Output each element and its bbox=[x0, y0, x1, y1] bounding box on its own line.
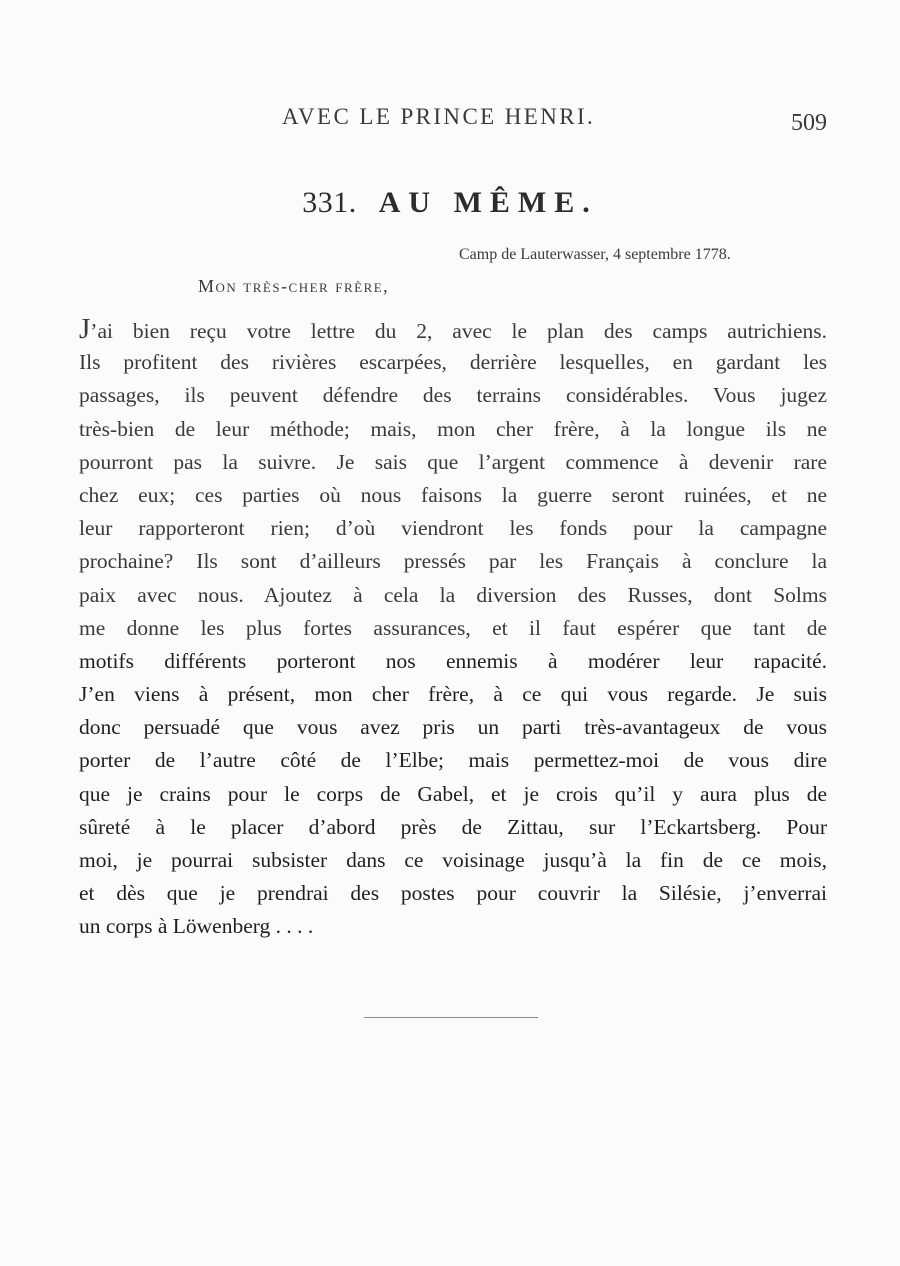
body-line: passages, ils peuvent défendre des terrains considérables. Vous jugez bbox=[79, 383, 827, 408]
body-line: leur rapporteront rien; d’où viendront les fonds pour la campagne bbox=[79, 516, 827, 541]
letter-body bbox=[79, 313, 827, 944]
body-line: pourront pas la suivre. Je sais que l’argent commence à devenir rare bbox=[79, 449, 827, 474]
letter-dateline: Camp de Lauterwasser, 4 septembre 1778. bbox=[459, 246, 731, 263]
body-line: que je crains pour le corps de Gabel, et je crois qu’il y aura plus de bbox=[79, 781, 827, 806]
body-line: prochaine? Ils sont d’ailleurs pressés par les Français à conclure la bbox=[79, 549, 827, 574]
running-head bbox=[0, 104, 900, 134]
body-line: chez eux; ces parties où nous faisons la guerre seront ruinées, et ne bbox=[79, 482, 827, 507]
body-line: moi, je pourrai subsister dans ce voisinage jusqu’à la fin de ce mois, bbox=[79, 848, 827, 872]
body-line: un corps à Löwenberg . . . . bbox=[79, 914, 314, 939]
running-title: AVEC LE PRINCE HENRI. bbox=[282, 104, 596, 129]
letter-salutation: Mon très-cher frère, bbox=[198, 276, 390, 296]
page-number: 509 bbox=[791, 110, 827, 136]
body-line: porter de l’autre côté de l’Elbe; mais permettez-moi de vous dire bbox=[79, 748, 827, 773]
end-rule bbox=[364, 1017, 538, 1018]
body-line: donc persuadé que vous avez pris un parti très-avantageux de vous bbox=[79, 715, 827, 740]
body-line: très-bien de leur méthode; mais, mon cher frère, à la longue ils ne bbox=[79, 416, 827, 441]
letter-heading bbox=[0, 186, 900, 220]
drop-cap: J bbox=[79, 313, 91, 345]
body-line: J’ai bien reçu votre lettre du 2, avec le plan des camps autrichiens. bbox=[79, 313, 827, 345]
body-line: J’en viens à présent, mon cher frère, à ce qui vous regarde. Je suis bbox=[79, 682, 827, 707]
letter-title: AU MÊME. bbox=[378, 186, 598, 219]
body-line: et dès que je prendrai des postes pour couvrir la Silésie, j’enverrai bbox=[79, 881, 827, 906]
body-line: me donne les plus fortes assurances, et il faut espérer que tant de bbox=[79, 615, 827, 640]
body-line: paix avec nous. Ajoutez à cela la diversion des Russes, dont Solms bbox=[79, 582, 827, 607]
letter-number: 331. bbox=[302, 186, 357, 219]
body-line: motifs différents porteront nos ennemis à modérer leur rapacité. bbox=[79, 648, 827, 673]
body-line: Ils profitent des rivières escarpées, derrière lesquelles, en gardant les bbox=[79, 350, 827, 375]
body-line: sûreté à le placer d’abord près de Zittau, sur l’Eckartsberg. Pour bbox=[79, 814, 827, 839]
